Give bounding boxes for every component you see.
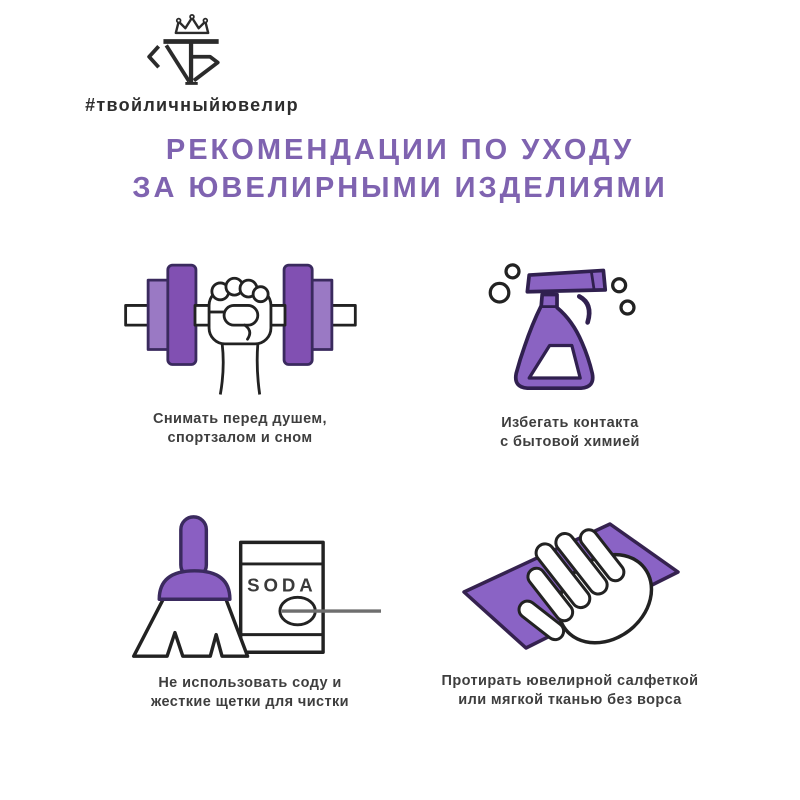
brand-hashtag: #твойличныйювелир [85, 95, 299, 115]
tip-caption [385, 672, 755, 710]
crown-diamond-monogram-icon [144, 12, 240, 92]
tip-caption [95, 674, 405, 712]
tip-no-soda-brushes [95, 508, 405, 712]
brand-header [68, 12, 316, 116]
hand-wiping-cloth-icon [385, 512, 755, 664]
poster-title [0, 131, 800, 207]
tip-caption-line2: или мягкой тканью без ворса [458, 692, 682, 708]
poster-title-line2: ЗА ЮВЕЛИРНЫМИ ИЗДЕЛИЯМИ [132, 172, 668, 204]
tip-caption-line1: Протирать ювелирной салфеткой [441, 673, 699, 689]
tip-avoid-chemicals [420, 246, 720, 452]
tip-caption-line1: Избегать контакта [501, 415, 639, 431]
tip-caption-line1: Не использовать соду и [158, 675, 342, 691]
dumbbell-fist-icon-svg [118, 252, 362, 402]
tip-wipe-with-cloth [385, 512, 755, 710]
tip-caption-line1: Снимать перед душем, [153, 411, 327, 427]
poster-title-line1: РЕКОМЕНДАЦИИ ПО УХОДУ [165, 134, 635, 166]
spray-bottle-icon [420, 246, 720, 406]
dumbbell-fist-icon [90, 250, 390, 402]
broom-soda-box-icon-svg [118, 509, 383, 666]
spray-bottle-icon-svg [468, 248, 672, 406]
hand-wiping-cloth-icon-svg [450, 514, 690, 664]
broom-soda-box-icon [95, 508, 405, 666]
tip-remove-before-shower [90, 250, 390, 448]
tip-caption-line2: с бытовой химией [500, 434, 640, 450]
tip-caption-line2: жесткие щетки для чистки [151, 694, 349, 710]
tip-caption-line2: спортзалом и сном [167, 430, 313, 446]
tip-caption [90, 410, 390, 448]
soda-box-label: SODA [246, 574, 317, 596]
tip-caption [420, 414, 720, 452]
